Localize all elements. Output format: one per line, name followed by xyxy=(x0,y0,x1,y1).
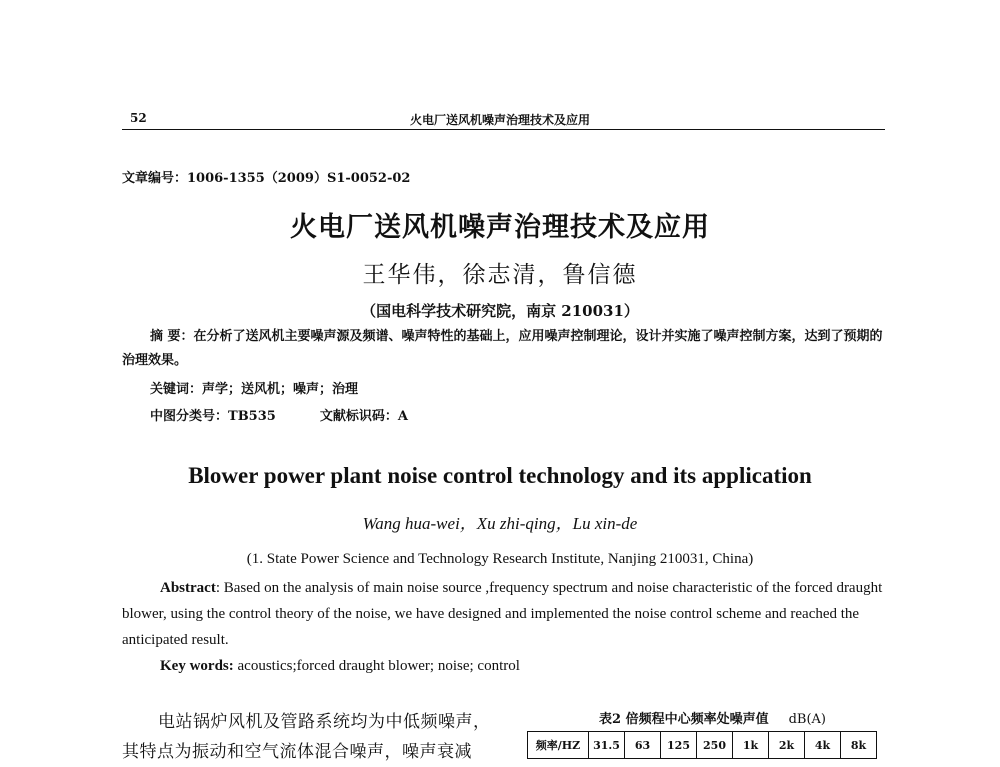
page-number: 52 xyxy=(130,111,147,125)
table-unit: dB(A) xyxy=(788,712,826,727)
table-caption-text: 表2 倍频程中心频率处噪声值 xyxy=(599,712,769,727)
english-keywords-label: Key words: xyxy=(160,658,234,674)
frequency-cell: 31.5 xyxy=(589,732,625,759)
frequency-cell: 4k xyxy=(805,732,841,759)
table-header-cell: 频率/HZ xyxy=(528,732,589,759)
english-keywords xyxy=(160,658,520,675)
frequency-cell: 2k xyxy=(769,732,805,759)
classification-line xyxy=(150,405,408,424)
chinese-keywords xyxy=(150,378,358,397)
english-abstract xyxy=(122,575,892,653)
chinese-keywords-text: 声学；送风机；噪声；治理 xyxy=(202,382,359,397)
clc-label: 中图分类号： xyxy=(150,409,229,424)
frequency-table xyxy=(527,731,877,759)
running-header: 火电厂送风机噪声治理技术及应用 xyxy=(409,113,590,127)
english-keywords-text: acoustics;forced draught blower; noise; control xyxy=(233,658,520,674)
chinese-authors: 王华伟，徐志清，鲁信德 xyxy=(362,262,638,288)
frequency-cell: 125 xyxy=(661,732,697,759)
document-code: A xyxy=(397,409,408,424)
chinese-abstract-text: 在分析了送风机主要噪声源及频谱、噪声特性的基础上，应用噪声控制理论，设计并实施了噪声控制方案，达到了预期的治理效果。 xyxy=(122,329,883,368)
frequency-cell: 250 xyxy=(697,732,733,759)
english-abstract-text: : Based on the analysis of main noise source ,frequency spectrum and noise characteristic of the forced draught blower, using the control theory of the noise, we have designed and implemented the noise control scheme and reached the anticipated result. xyxy=(122,580,883,648)
table-caption xyxy=(535,708,890,727)
header-rule xyxy=(122,129,885,130)
english-affiliation: (1. State Power Science and Technology Research Institute, Nanjing 210031, China) xyxy=(246,551,754,567)
frequency-cell: 1k xyxy=(733,732,769,759)
body-paragraph: 电站锅炉风机及管路系统均为中低频噪声，其特点为振动和空气流体混合噪声，噪声衰减 xyxy=(122,712,491,762)
clc-code: TB535 xyxy=(228,409,276,424)
article-number: 文章编号：1006-1355（2009）S1-0052-02 xyxy=(122,171,411,186)
english-title: Blower power plant noise control technology and its application xyxy=(188,463,812,488)
chinese-keywords-label: 关键词： xyxy=(150,382,203,397)
document-code-label: 文献标识码： xyxy=(319,409,398,424)
table-row xyxy=(528,732,877,759)
frequency-cell: 63 xyxy=(625,732,661,759)
chinese-title: 火电厂送风机噪声治理技术及应用 xyxy=(290,212,710,243)
english-authors: Wang hua-wei，Xu zhi-qing，Lu xin-de xyxy=(362,514,638,533)
chinese-abstract-label: 摘 要： xyxy=(150,329,194,344)
chinese-abstract xyxy=(122,325,888,373)
frequency-cell: 8k xyxy=(841,732,877,759)
chinese-affiliation: （国电科学技术研究院，南京 210031） xyxy=(361,302,639,320)
english-abstract-label: Abstract xyxy=(160,580,216,596)
